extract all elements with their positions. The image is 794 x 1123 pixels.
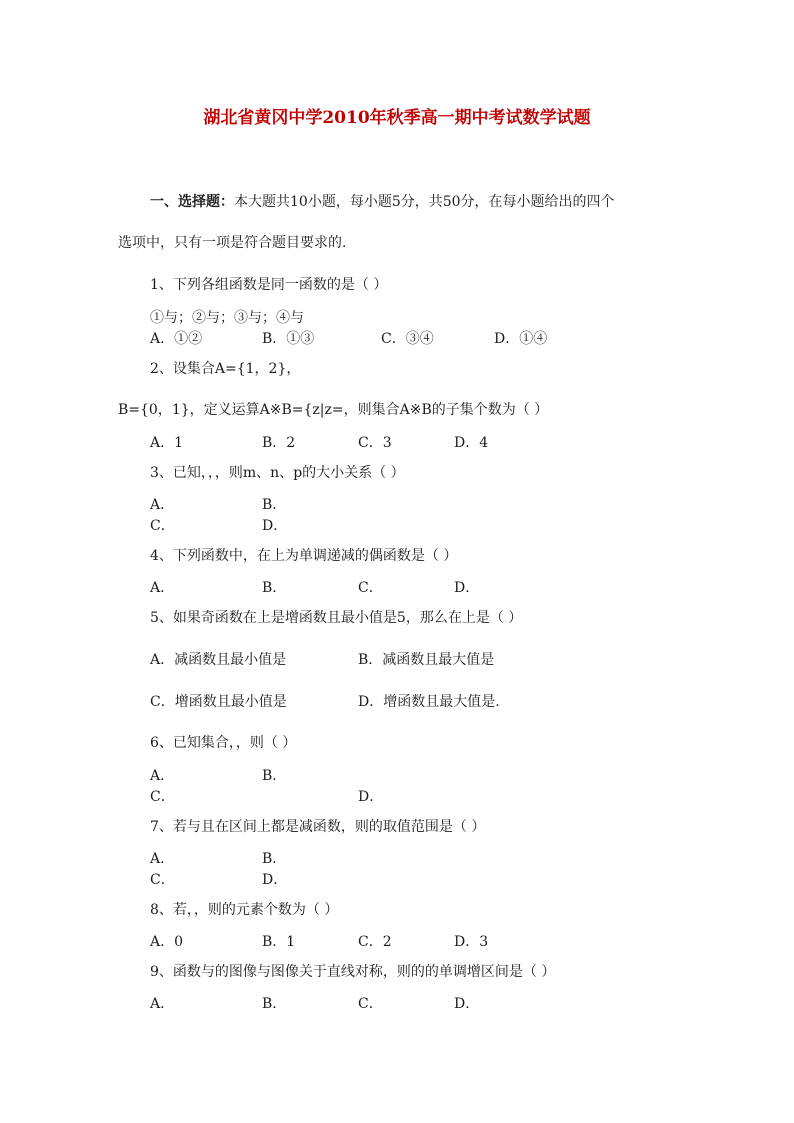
question-4-option-a: A． <box>150 580 175 596</box>
question-2-stem: 2、设集合A={1，2}， <box>150 361 301 377</box>
question-1-option-b: B．①③ <box>262 331 315 347</box>
question-3-option-b: B． <box>262 497 287 513</box>
question-3-option-d: D． <box>262 518 288 534</box>
question-3-option-c: C． <box>150 518 175 534</box>
question-6-stem: 6、已知集合，，则（ ） <box>150 735 297 751</box>
question-9-stem: 9、函数与的图像与图像关于直线对称，则的的单调增区间是（ ） <box>150 964 556 980</box>
question-4-stem: 4、下列函数中，在上为单调递减的偶函数是（ ） <box>150 548 458 564</box>
question-3-stem: 3、已知，，，则m、n、p的大小关系（ ） <box>150 465 405 481</box>
question-8-stem: 8、若，，则的元素个数为（ ） <box>150 902 339 918</box>
question-7-option-d: D． <box>262 872 288 888</box>
question-1-option-d: D．①④ <box>494 331 548 347</box>
question-7-option-b: B． <box>262 851 287 867</box>
question-9-option-c: C． <box>358 996 383 1012</box>
question-6-option-b: B． <box>262 768 287 784</box>
section-heading: 一、选择题： <box>150 194 234 210</box>
section-intro-continued: 选项中，只有一项是符合题目要求的. <box>118 235 347 251</box>
question-1-stem: 1、下列各组函数是同一函数的是（ ） <box>150 277 388 293</box>
question-5-option-a: A．减函数且最小值是 <box>150 652 287 668</box>
question-1-pairs: ①与；②与；③与；④与 <box>150 310 304 326</box>
question-2-stem-continued: B={0，1}，定义运算A※B={z|z=，则集合A※B的子集个数为（ ） <box>118 402 549 418</box>
question-6-option-d: D． <box>358 789 384 805</box>
question-5-option-d: D．增函数且最大值是. <box>358 694 500 710</box>
question-7-stem: 7、若与且在区间上都是减函数，则的取值范围是（ ） <box>150 819 486 835</box>
question-4-option-c: C． <box>358 580 383 596</box>
section-intro-text: 本大题共10小题，每小题5分，共50分，在每小题给出的四个 <box>234 194 615 210</box>
question-8-option-b: B．1 <box>262 934 296 950</box>
question-7-option-c: C． <box>150 872 175 888</box>
question-6-option-a: A． <box>150 768 175 784</box>
question-9-option-d: D． <box>454 996 480 1012</box>
question-8-option-d: D．3 <box>454 934 489 950</box>
question-2-option-d: D．4 <box>454 435 489 451</box>
question-2-option-b: B．2 <box>262 435 296 451</box>
question-7-option-a: A． <box>150 851 175 867</box>
question-8-option-c: C．2 <box>358 934 392 950</box>
question-6-option-c: C． <box>150 789 175 805</box>
question-4-option-d: D． <box>454 580 480 596</box>
question-9-option-a: A． <box>150 996 175 1012</box>
question-5-option-b: B．减函数且最大值是 <box>358 652 495 668</box>
question-4-option-b: B． <box>262 580 287 596</box>
question-5-stem: 5、如果奇函数在上是增函数且最小值是5，那么在上是（ ） <box>150 610 523 626</box>
question-9-option-b: B． <box>262 996 287 1012</box>
question-1-option-a: A．①② <box>150 331 203 347</box>
question-2-option-a: A．1 <box>150 435 184 451</box>
page-title: 湖北省黄冈中学2010年秋季高一期中考试数学试题 <box>203 108 591 128</box>
question-1-option-c: C．③④ <box>381 331 434 347</box>
question-2-option-c: C．3 <box>358 435 392 451</box>
question-5-option-c: C．增函数且最小值是 <box>150 694 287 710</box>
question-8-option-a: A．0 <box>150 934 184 950</box>
section-intro <box>150 192 615 212</box>
question-3-option-a: A． <box>150 497 175 513</box>
